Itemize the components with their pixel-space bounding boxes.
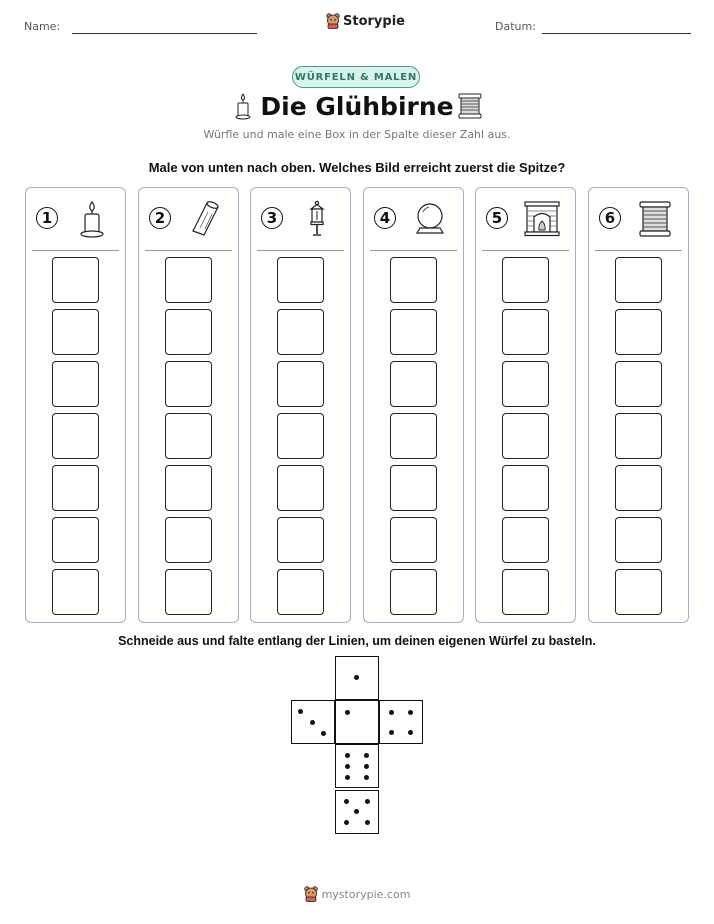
- color-box[interactable]: [615, 465, 662, 511]
- color-box[interactable]: [615, 361, 662, 407]
- fireplace-icon: [524, 200, 560, 238]
- color-box[interactable]: [277, 517, 324, 563]
- column-header: [26, 188, 125, 250]
- die-face-bottom: [335, 744, 379, 788]
- column-3: [250, 187, 351, 623]
- color-box[interactable]: [52, 309, 99, 355]
- column-header: [364, 188, 463, 250]
- die-pip: [345, 710, 350, 715]
- subtitle: Würfle und male eine Box in der Spalte dieser Zahl aus.: [203, 128, 511, 141]
- die-pip: [345, 775, 350, 780]
- die-pip: [408, 710, 413, 715]
- die-pip: [408, 730, 413, 735]
- die-pip: [389, 730, 394, 735]
- color-box[interactable]: [502, 257, 549, 303]
- color-box[interactable]: [390, 569, 437, 615]
- name-label: Name:: [24, 20, 61, 33]
- die-face-back: [335, 790, 379, 834]
- column-2: [138, 187, 239, 623]
- logo-text: Storypie: [343, 13, 405, 29]
- column-header: [139, 188, 238, 250]
- die-pip: [354, 809, 359, 814]
- column-number: 4: [374, 207, 396, 229]
- column-5: [475, 187, 576, 623]
- column-header: [251, 188, 350, 250]
- die-face-left: [291, 700, 335, 744]
- die-pip: [389, 710, 394, 715]
- die-pip: [321, 731, 326, 736]
- column-header: [476, 188, 575, 250]
- die-pip: [364, 764, 369, 769]
- lantern-icon: [299, 200, 335, 238]
- color-box[interactable]: [390, 413, 437, 459]
- column-divider: [595, 250, 682, 251]
- color-box[interactable]: [165, 309, 212, 355]
- color-box[interactable]: [52, 465, 99, 511]
- die-pip: [345, 753, 350, 758]
- color-box[interactable]: [390, 361, 437, 407]
- die-pip: [310, 720, 315, 725]
- color-box[interactable]: [615, 309, 662, 355]
- color-box[interactable]: [165, 413, 212, 459]
- color-box[interactable]: [615, 413, 662, 459]
- footer: [0, 886, 714, 902]
- category-badge: WÜRFELN & MALEN: [292, 66, 420, 88]
- storypie-logo: [326, 13, 405, 29]
- color-box[interactable]: [165, 569, 212, 615]
- column-divider: [32, 250, 119, 251]
- date-line[interactable]: [542, 33, 691, 34]
- color-box[interactable]: [502, 517, 549, 563]
- die-face-right: [379, 700, 423, 744]
- instruction: Male von unten nach oben. Welches Bild erreicht zuerst die Spitze?: [148, 160, 566, 175]
- color-box[interactable]: [52, 361, 99, 407]
- color-box[interactable]: [52, 413, 99, 459]
- column-number: 1: [36, 207, 58, 229]
- column-divider: [145, 250, 232, 251]
- color-box[interactable]: [615, 257, 662, 303]
- column-number: 6: [599, 207, 621, 229]
- die-pip: [298, 709, 303, 714]
- color-box[interactable]: [165, 517, 212, 563]
- column-6: [588, 187, 689, 623]
- color-box[interactable]: [502, 465, 549, 511]
- color-box[interactable]: [277, 569, 324, 615]
- color-box[interactable]: [615, 569, 662, 615]
- color-box[interactable]: [615, 517, 662, 563]
- bear-icon: [326, 13, 340, 29]
- column-divider: [257, 250, 344, 251]
- color-box[interactable]: [390, 309, 437, 355]
- column-number: 5: [486, 207, 508, 229]
- die-pip: [364, 775, 369, 780]
- log-icon: [187, 200, 223, 238]
- color-box[interactable]: [165, 257, 212, 303]
- column-divider: [482, 250, 569, 251]
- color-box[interactable]: [390, 257, 437, 303]
- crystal-ball-icon: [412, 200, 448, 238]
- cut-instruction: Schneide aus und falte entlang der Linien, um deinen eigenen Würfel zu basteln.: [118, 634, 596, 648]
- die-pip: [364, 753, 369, 758]
- date-label: Datum:: [495, 20, 536, 33]
- color-box[interactable]: [277, 465, 324, 511]
- color-box[interactable]: [390, 517, 437, 563]
- footer-url[interactable]: mystorypie.com: [321, 887, 411, 901]
- die-pip: [365, 799, 370, 804]
- candle-icon: [74, 200, 110, 238]
- die-face-top: [335, 656, 379, 700]
- color-box[interactable]: [52, 257, 99, 303]
- thread-spool-icon: [637, 200, 673, 238]
- column-number: 2: [149, 207, 171, 229]
- color-box[interactable]: [277, 361, 324, 407]
- color-box[interactable]: [52, 517, 99, 563]
- die-pip: [344, 799, 349, 804]
- column-4: [363, 187, 464, 623]
- color-box[interactable]: [165, 361, 212, 407]
- color-box[interactable]: [502, 309, 549, 355]
- color-box[interactable]: [502, 413, 549, 459]
- color-box[interactable]: [52, 569, 99, 615]
- column-1: [25, 187, 126, 623]
- column-header: [589, 188, 688, 250]
- die-pip: [344, 820, 349, 825]
- name-line[interactable]: [72, 33, 257, 34]
- color-box[interactable]: [277, 257, 324, 303]
- die-pip: [365, 820, 370, 825]
- column-number: 3: [261, 207, 283, 229]
- die-pip: [354, 675, 359, 680]
- color-box[interactable]: [390, 465, 437, 511]
- color-box[interactable]: [502, 361, 549, 407]
- die-face-center: [335, 700, 379, 744]
- color-box[interactable]: [277, 309, 324, 355]
- color-box[interactable]: [165, 465, 212, 511]
- die-pip: [345, 764, 350, 769]
- color-box[interactable]: [502, 569, 549, 615]
- thread-spool-icon: [458, 93, 482, 119]
- bear-icon: [304, 886, 318, 902]
- column-divider: [370, 250, 457, 251]
- color-box[interactable]: [277, 413, 324, 459]
- page-title: Die Glühbirne: [260, 92, 454, 121]
